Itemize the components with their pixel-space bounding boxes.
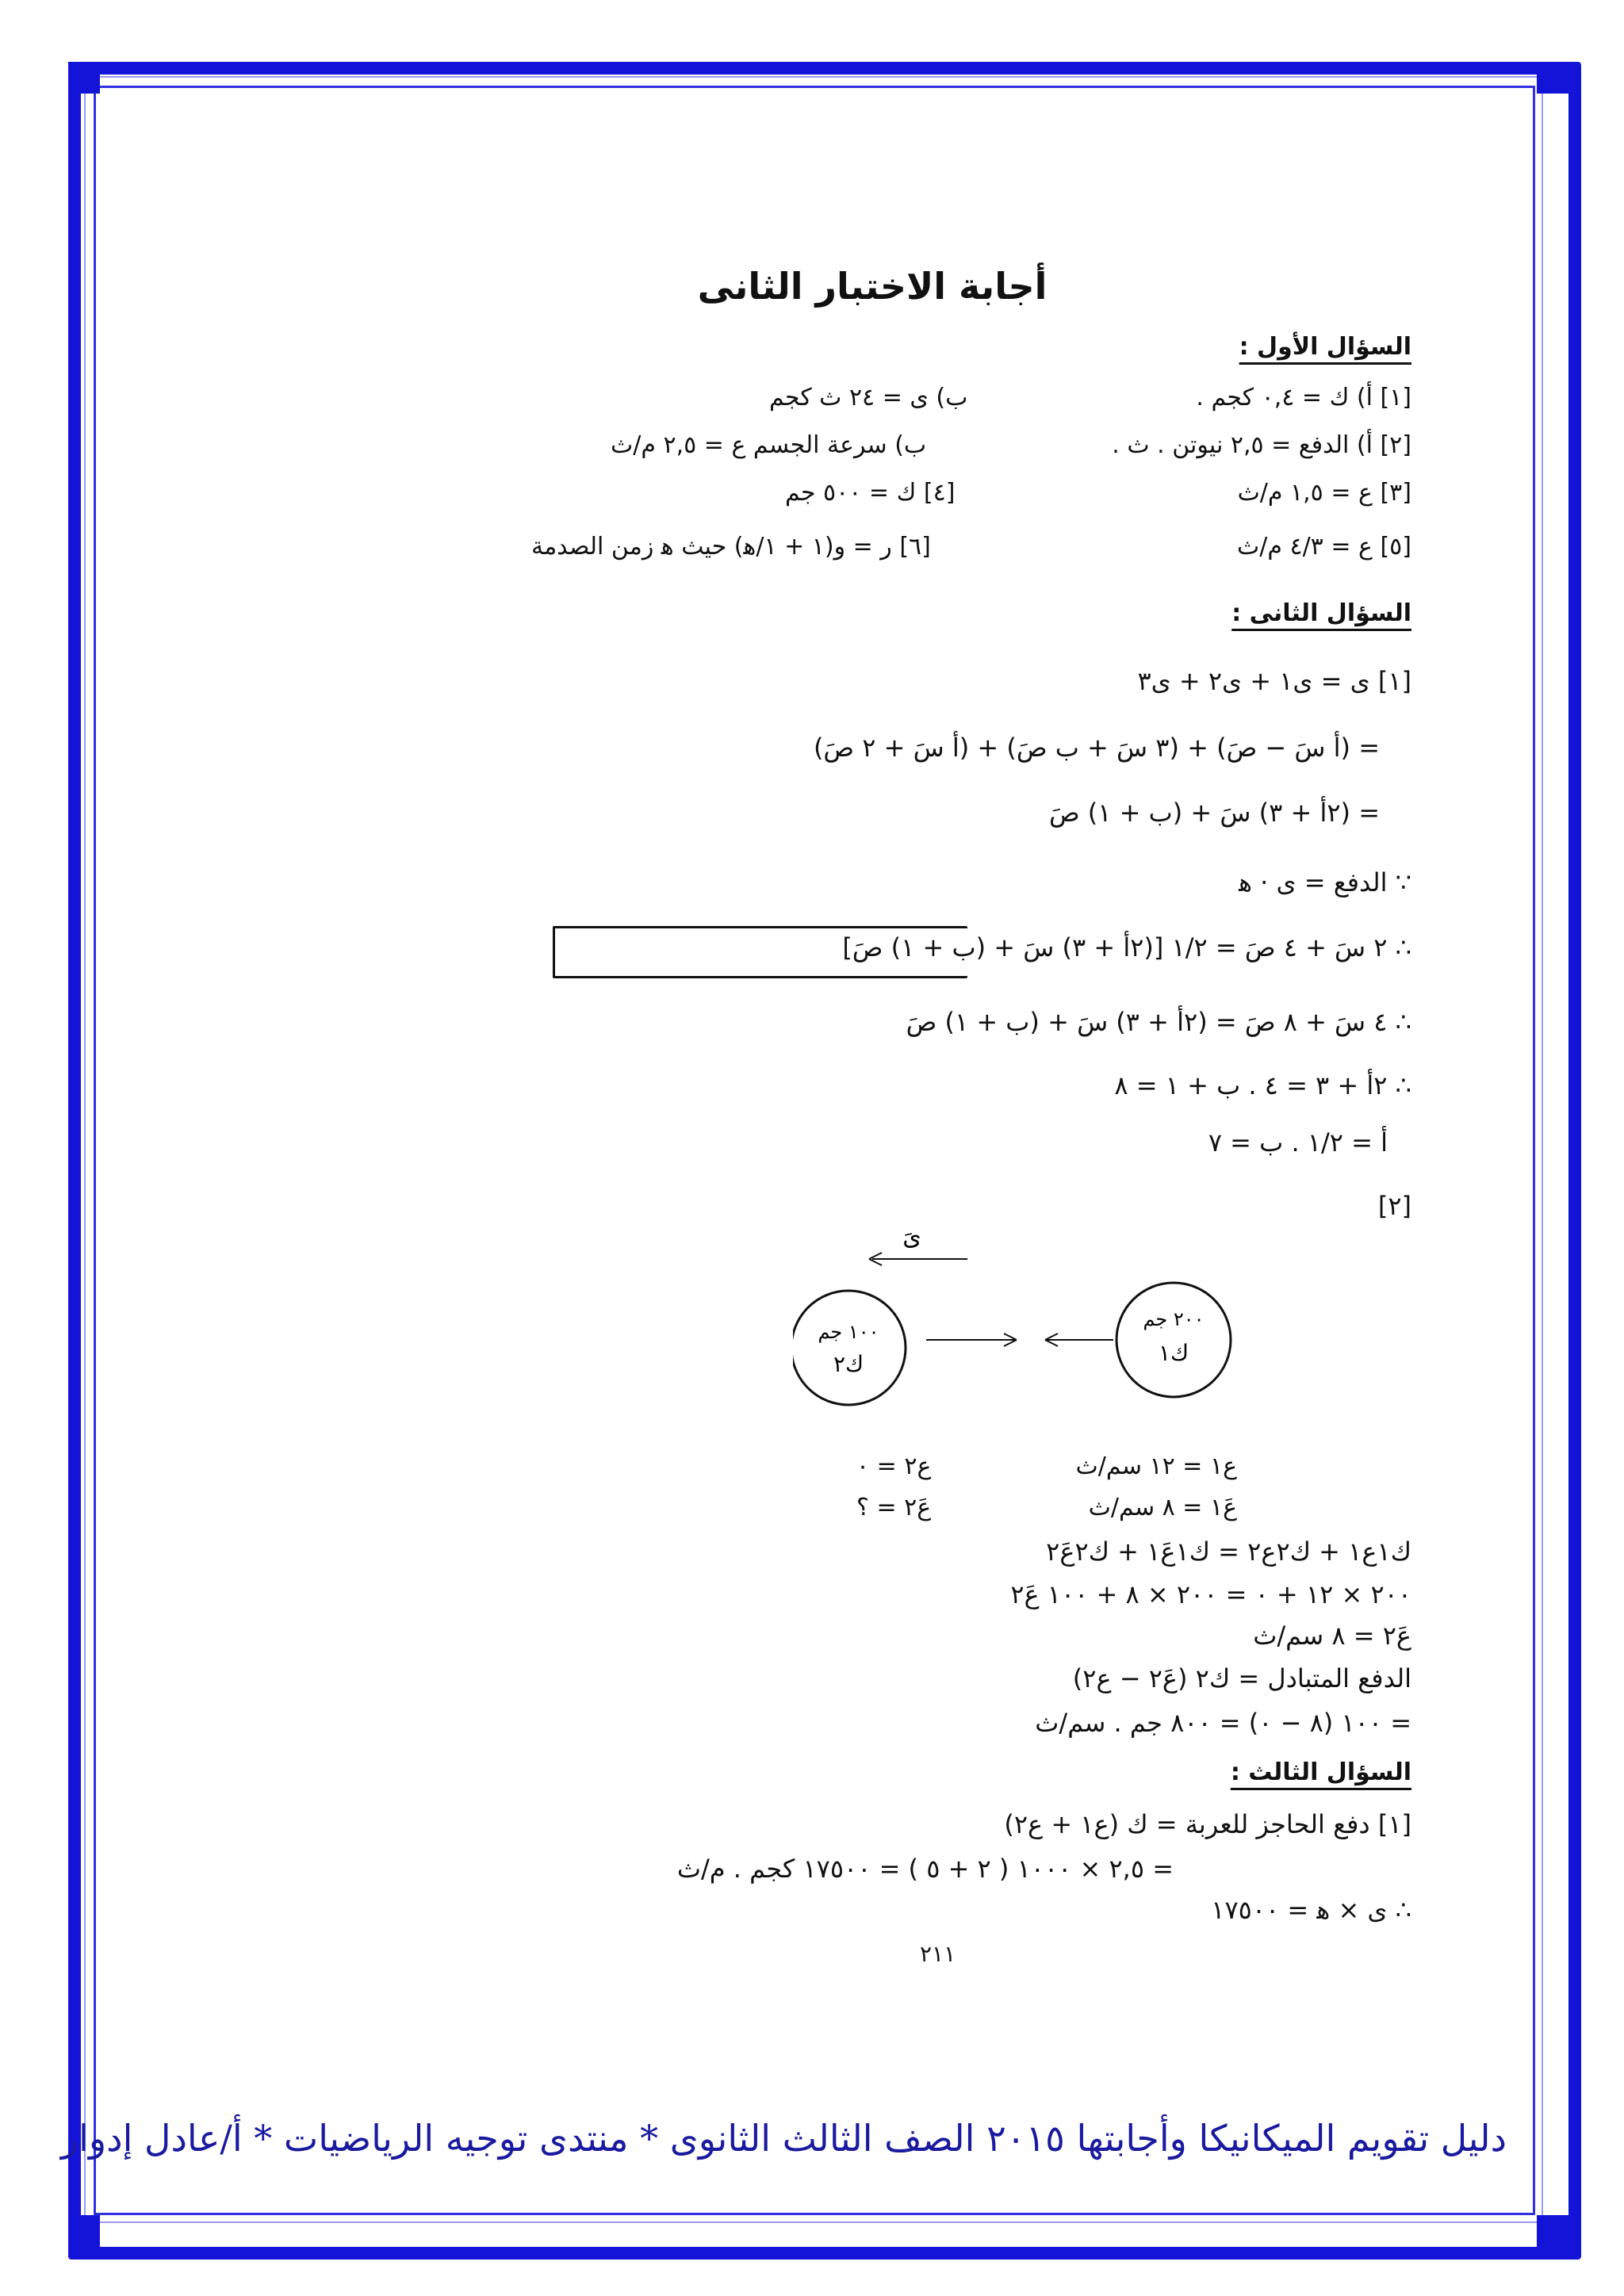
q2-heading: السؤال الثانى :	[1231, 599, 1411, 627]
impulse-formula: الدفع المتبادل = ك٢ (ع٢َ − ع٢)	[1072, 1663, 1411, 1693]
ball-2-label: ك٢	[833, 1351, 864, 1377]
v2-result: ع٢َ = ٨ سم/ث	[1253, 1621, 1411, 1651]
given-v2: ع٢َ = ؟	[856, 1494, 932, 1521]
q1-row2-left: ب) سرعة الجسم ع = ٢,٥ م/ث	[611, 431, 927, 459]
border-corner-bottom-right	[1537, 2215, 1568, 2247]
q2-line7: ∴ ٢أ + ٣ = ٤ . ب + ١ = ٨	[1114, 1070, 1411, 1100]
momentum-equation: ك١ع١ + ك٢ع٢ = ك١ع١َ + ك٢ع٢َ	[1046, 1536, 1411, 1567]
ball-2-mass: ١٠٠ جم	[818, 1321, 879, 1343]
q1-row3-left: [٤] ك = ٥٠٠ جم	[785, 479, 956, 507]
collision-diagram	[793, 1221, 1237, 1427]
page-number: ٢١١	[920, 1941, 956, 1967]
direction-vector-label: ىَ	[902, 1223, 921, 1251]
momentum-substitution: ٢٠٠ × ١٢ + ٠ = ٢٠٠ × ٨ + ١٠٠ ع٢َ	[1010, 1579, 1411, 1609]
q2-line5: ∴ ٢ سَ + ٤ صَ = ١/٢ [(٢أ + ٣) سَ + (ب + ١) صَ]	[842, 932, 1411, 962]
q2-line4: ∵ الدفع = ﻯ · ﻫ	[1239, 867, 1411, 897]
ball-1-mass: ٢٠٠ جم	[1143, 1308, 1205, 1330]
q3-line2: = ٢,٥ × ١٠٠٠ ( ٢ + ٥ ) = ١٧٥٠٠ كجم . م/ث	[676, 1854, 1174, 1884]
impulse-result: = ١٠٠ (٨ − ٠) = ٨٠٠ جم . سم/ث	[1035, 1708, 1411, 1738]
q2-line6: ∴ ٤ سَ + ٨ صَ = (٢أ + ٣) سَ + (ب + ١) صَ	[906, 1007, 1411, 1037]
q1-row2-right: [٢] أ) الدفع = ٢,٥ نيوتن . ث .	[1112, 431, 1411, 459]
q1-row1-right: [١] أ) ك = ٠,٤ كجم .	[1196, 384, 1411, 411]
ball-1-label: ك١	[1158, 1340, 1189, 1366]
q2-line3: = (٢أ + ٣) سَ + (ب + ١) صَ	[1048, 798, 1380, 828]
given-u2: ع٢ = ٠	[856, 1452, 932, 1480]
given-v1: ع١َ = ٨ سم/ث	[1088, 1494, 1237, 1521]
q1-row1-left: ب) ﻯ = ٢٤ ث كجم	[769, 384, 968, 411]
border-corner-top-left	[68, 62, 100, 94]
q1-heading: السؤال الأول :	[1239, 333, 1411, 361]
given-u1: ع١ = ١٢ سم/ث	[1075, 1452, 1237, 1480]
footer-credit: دليل تقويم الميكانيكا وأجابتها ٢٠١٥ الصف الثالث الثانوى * منتدى توجيه الرياضيات * أ/عادل إدوار	[60, 2117, 1507, 2160]
q2-line2: = (أ سَ − صَ) + (٣ سَ + ب صَ) + (أ سَ + ٢ صَ)	[813, 733, 1380, 763]
q2-line8: أ = ١/٢ . ب = ٧	[1208, 1127, 1388, 1158]
q1-row4-right: [٥] ع = ٤/٣ م/ث	[1236, 533, 1411, 561]
answer-page	[508, 254, 1411, 1998]
q2-line1: [١] ﻯ = ﻯ١ + ﻯ٢ + ﻯ٣	[1137, 666, 1411, 696]
border-corner-top-right	[1537, 62, 1568, 94]
q2-line9: [٢]	[1377, 1191, 1411, 1221]
q3-heading: السؤال الثالث :	[1230, 1758, 1411, 1786]
q3-line3: ∴ ﻯ × ﻫ = ١٧٥٠٠	[1211, 1895, 1411, 1925]
q1-row3-right: [٣] ع = ١,٥ م/ث	[1237, 479, 1411, 507]
border-corner-bottom-left	[68, 2215, 100, 2247]
q1-row4-left: [٦] ر = و(١ + ١/ﻫ) حيث ﻫ زمن الصدمة	[531, 533, 931, 561]
page-title: أجابة الاختبار الثانى	[697, 265, 1048, 308]
ball-2-circle	[793, 1291, 906, 1405]
q3-line1: [١] دفع الحاجز للعربة = ك (ع١ + ع٢)	[1004, 1809, 1411, 1839]
